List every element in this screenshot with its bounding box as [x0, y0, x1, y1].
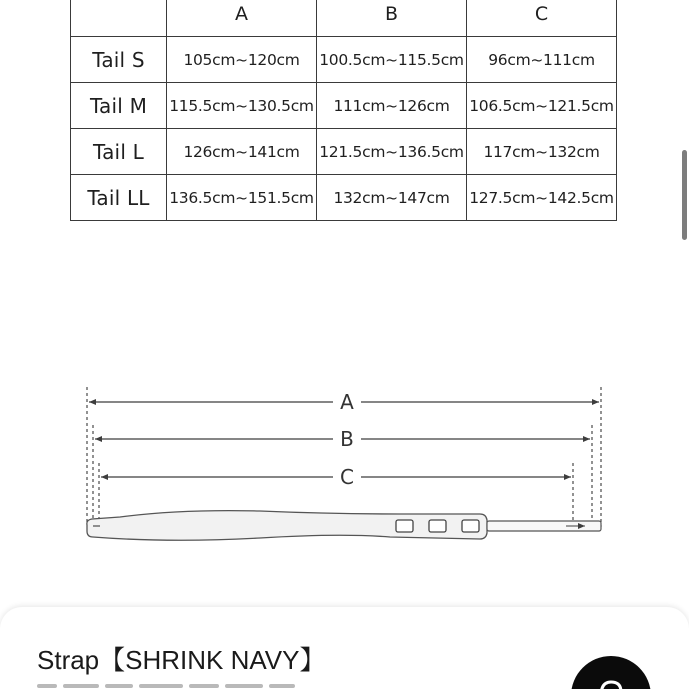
- column-header-c: C: [467, 0, 617, 37]
- dimension-a: [89, 390, 599, 414]
- dimension-b: [95, 427, 590, 451]
- strap-illustration: [87, 511, 601, 541]
- dimension-label-c: C: [340, 465, 354, 489]
- table-cell: 111cm~126cm: [317, 83, 467, 129]
- table-cell: 100.5cm~115.5cm: [317, 37, 467, 83]
- strap-measurement-diagram: [0, 375, 689, 560]
- strap-body: [87, 511, 487, 541]
- table-row: [71, 37, 617, 83]
- chat-bubble-icon: [571, 656, 651, 689]
- dimension-label-b: B: [340, 427, 354, 451]
- table-cell: 132cm~147cm: [317, 175, 467, 221]
- table-cell: 121.5cm~136.5cm: [317, 129, 467, 175]
- column-header-a: A: [167, 0, 317, 37]
- table-cell: 136.5cm~151.5cm: [167, 175, 317, 221]
- table-cell: 126cm~141cm: [167, 129, 317, 175]
- strap-hole: [396, 520, 413, 532]
- table-cell: 106.5cm~121.5cm: [467, 83, 617, 129]
- strap-hole: [462, 520, 479, 532]
- column-header-b: B: [317, 0, 467, 37]
- size-chart-table: [70, 0, 617, 221]
- row-label: Tail S: [71, 37, 167, 83]
- table-row: [71, 175, 617, 221]
- table-cell: 96cm~111cm: [467, 37, 617, 83]
- product-title: Strap【SHRINK NAVY】: [37, 645, 326, 675]
- table-row: [71, 129, 617, 175]
- row-label: Tail L: [71, 129, 167, 175]
- row-label: Tail M: [71, 83, 167, 129]
- chat-button[interactable]: [571, 656, 651, 689]
- product-subtitle-cutoff: [37, 684, 337, 689]
- dimension-label-a: A: [340, 390, 354, 414]
- dimension-c: [101, 465, 571, 489]
- column-header-empty: [71, 0, 167, 37]
- table-cell: 117cm~132cm: [467, 129, 617, 175]
- table-cell: 115.5cm~130.5cm: [167, 83, 317, 129]
- table-row: [71, 83, 617, 129]
- scrollbar[interactable]: [682, 150, 687, 240]
- table-cell: 105cm~120cm: [167, 37, 317, 83]
- strap-hole: [429, 520, 446, 532]
- table-header-row: [71, 0, 617, 37]
- table-cell: 127.5cm~142.5cm: [467, 175, 617, 221]
- row-label: Tail LL: [71, 175, 167, 221]
